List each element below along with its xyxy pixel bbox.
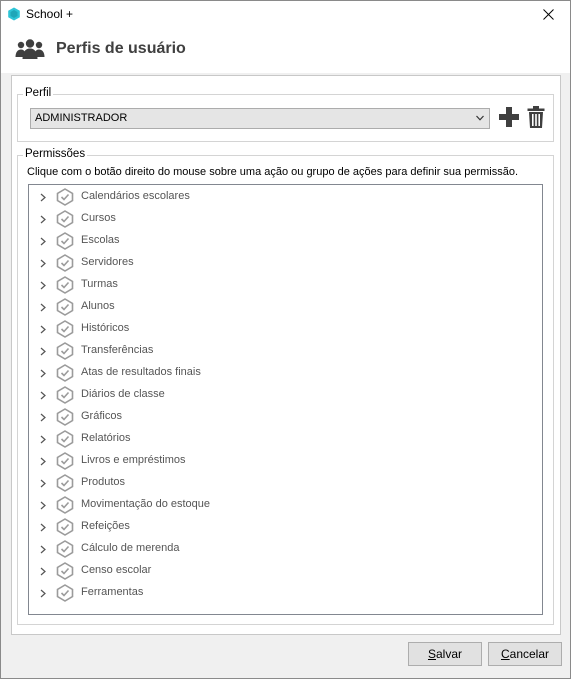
shield-check-icon	[56, 474, 74, 492]
chevron-right-icon[interactable]	[39, 545, 47, 554]
shield-check-icon	[56, 210, 74, 228]
title-bar[interactable]	[1, 1, 570, 28]
tree-item[interactable]	[29, 494, 542, 516]
chevron-right-icon[interactable]	[39, 237, 47, 246]
shield-check-icon	[56, 518, 74, 536]
chevron-right-icon[interactable]	[39, 347, 47, 356]
perfil-group	[17, 87, 554, 142]
tree-item-label: Alunos	[81, 300, 115, 312]
cancel-button-label: ancelar	[509, 647, 550, 661]
chevron-right-icon[interactable]	[39, 457, 47, 466]
tree-item-label: Refeições	[81, 520, 130, 532]
chevron-right-icon[interactable]	[39, 479, 47, 488]
permissoes-legend: Permissões	[25, 148, 86, 160]
chevron-right-icon[interactable]	[39, 567, 47, 576]
chevron-right-icon[interactable]	[39, 523, 47, 532]
chevron-right-icon[interactable]	[39, 281, 47, 290]
shield-check-icon	[56, 254, 74, 272]
tree-item-label: Ferramentas	[81, 586, 144, 598]
shield-check-icon	[56, 364, 74, 382]
tree-items	[29, 186, 542, 604]
tree-item-label: Calendários escolares	[81, 190, 190, 202]
tree-item-label: Atas de resultados finais	[81, 366, 201, 378]
chevron-right-icon[interactable]	[39, 413, 47, 422]
tree-item-label: Movimentação do estoque	[81, 498, 211, 510]
tree-item[interactable]	[29, 406, 542, 428]
tree-item-label: Transferências	[81, 344, 154, 356]
cancel-button[interactable]	[488, 642, 562, 666]
chevron-right-icon[interactable]	[39, 303, 47, 312]
shield-check-icon	[56, 232, 74, 250]
tree-item-label: Livros e empréstimos	[81, 454, 186, 466]
app-logo-icon	[7, 7, 21, 21]
window-title: School +	[26, 7, 74, 21]
tree-item[interactable]	[29, 208, 542, 230]
shield-check-icon	[56, 342, 74, 360]
tree-item[interactable]	[29, 538, 542, 560]
tree-item[interactable]	[29, 340, 542, 362]
shield-check-icon	[56, 188, 74, 206]
perfil-legend: Perfil	[25, 87, 52, 99]
page-header	[1, 28, 570, 73]
shield-check-icon	[56, 430, 74, 448]
chevron-right-icon[interactable]	[39, 215, 47, 224]
tree-item-label: Históricos	[81, 322, 130, 334]
content-panel	[11, 75, 561, 635]
tree-item[interactable]	[29, 296, 542, 318]
tree-item-label: Censo escolar	[81, 564, 152, 576]
tree-item-label: Diários de classe	[81, 388, 165, 400]
tree-item-label: Produtos	[81, 476, 126, 488]
trash-icon	[527, 105, 545, 129]
close-button[interactable]	[526, 1, 570, 28]
shield-check-icon	[56, 276, 74, 294]
cancel-button-mnemonic: C	[500, 647, 510, 661]
permissions-tree[interactable]	[28, 184, 543, 615]
tree-item-label: Cálculo de merenda	[81, 542, 180, 554]
close-icon	[543, 9, 554, 20]
chevron-right-icon[interactable]	[39, 435, 47, 444]
users-group-icon	[15, 37, 45, 61]
shield-check-icon	[56, 386, 74, 404]
delete-perfil-button[interactable]	[527, 105, 545, 129]
tree-item[interactable]	[29, 318, 542, 340]
tree-item[interactable]	[29, 362, 542, 384]
chevron-right-icon[interactable]	[39, 589, 47, 598]
shield-check-icon	[56, 540, 74, 558]
shield-check-icon	[56, 452, 74, 470]
chevron-right-icon[interactable]	[39, 501, 47, 510]
plus-icon	[498, 106, 520, 128]
tree-item[interactable]	[29, 230, 542, 252]
page-title: Perfis de usuário	[56, 40, 186, 57]
tree-item[interactable]	[29, 252, 542, 274]
add-perfil-button[interactable]	[498, 106, 520, 128]
save-button-label: alvar	[436, 647, 463, 661]
chevron-right-icon[interactable]	[39, 391, 47, 400]
save-button[interactable]	[408, 642, 482, 666]
chevron-right-icon[interactable]	[39, 369, 47, 378]
tree-item-label: Escolas	[81, 234, 120, 246]
chevron-right-icon[interactable]	[39, 193, 47, 202]
tree-item[interactable]	[29, 450, 542, 472]
chevron-down-icon	[476, 115, 484, 121]
tree-item[interactable]	[29, 582, 542, 604]
shield-check-icon	[56, 584, 74, 602]
tree-item-label: Servidores	[81, 256, 134, 268]
perfil-select-value: ADMINISTRADOR	[35, 112, 128, 124]
tree-item-label: Cursos	[81, 212, 116, 224]
chevron-right-icon[interactable]	[39, 325, 47, 334]
shield-check-icon	[56, 320, 74, 338]
shield-check-icon	[56, 298, 74, 316]
tree-item-label: Turmas	[81, 278, 118, 290]
tree-item[interactable]	[29, 428, 542, 450]
tree-item[interactable]	[29, 560, 542, 582]
permissoes-instruction: Clique com o botão direito do mouse sobre uma ação ou grupo de ações para definir sua permissão.	[27, 166, 519, 178]
tree-item[interactable]	[29, 186, 542, 208]
save-button-mnemonic: S	[427, 647, 436, 661]
tree-item[interactable]	[29, 274, 542, 296]
permissoes-group	[17, 148, 554, 625]
shield-check-icon	[56, 496, 74, 514]
tree-item-label: Gráficos	[81, 410, 122, 422]
tree-item[interactable]	[29, 384, 542, 406]
shield-check-icon	[56, 408, 74, 426]
chevron-right-icon[interactable]	[39, 259, 47, 268]
tree-item-label: Relatórios	[81, 432, 131, 444]
perfil-select[interactable]	[30, 108, 490, 129]
tree-item[interactable]	[29, 472, 542, 494]
tree-item[interactable]	[29, 516, 542, 538]
shield-check-icon	[56, 562, 74, 580]
